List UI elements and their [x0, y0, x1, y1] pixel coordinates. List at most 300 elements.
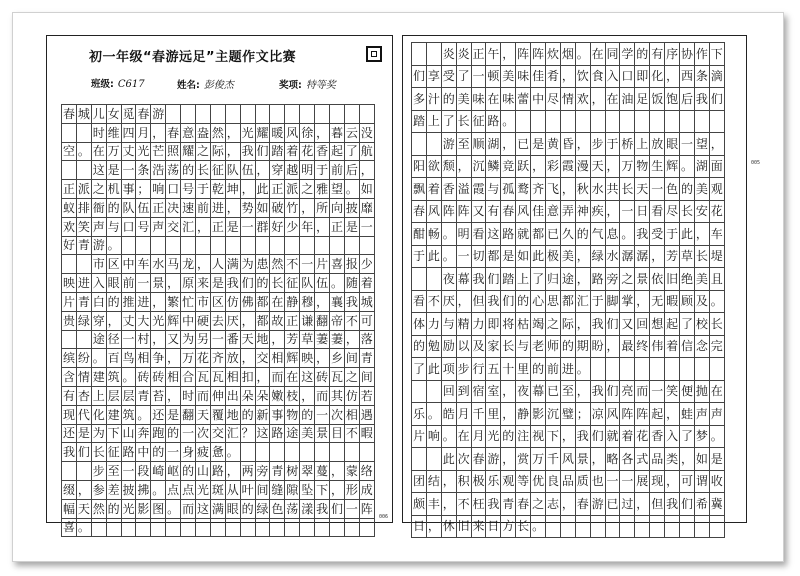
grid-cell: 在: [271, 294, 284, 309]
grid-cell: ，: [561, 426, 576, 448]
grid-cell: 看: [412, 291, 427, 313]
grid-cell: 又: [620, 313, 635, 335]
grid-cell: 序: [665, 43, 680, 65]
grid-cell: 共: [606, 178, 621, 200]
grid-cell: 相: [137, 351, 150, 366]
grid-cell: [300, 105, 315, 123]
grid-cell: ，: [316, 294, 329, 309]
grid-cell: 丈: [122, 144, 135, 159]
grid-cell: 一: [650, 381, 665, 403]
grid-cell: 是: [531, 133, 546, 155]
grid-cell: ，: [665, 471, 680, 493]
grid-cell: [136, 237, 151, 255]
grid-cell: 颓: [442, 156, 457, 178]
grid-cell: 一: [360, 219, 373, 234]
grid-cell: 进: [211, 200, 224, 215]
grid-cell: 声: [710, 403, 725, 425]
grid-cell: 勉: [427, 336, 442, 358]
grid-cell: [330, 237, 345, 255]
grid-cell: [606, 516, 621, 538]
page-number: 006: [378, 514, 388, 520]
grid-cell: 春: [576, 493, 591, 515]
grid-cell: 有: [650, 43, 665, 65]
grid-cell: 后: [680, 88, 695, 110]
grid-cell: 我: [591, 381, 606, 403]
grid-cell: 出: [226, 388, 239, 403]
grid-cell: 及: [695, 291, 710, 313]
grid-cell: 万: [107, 144, 120, 159]
grid-cell: 片: [412, 426, 427, 448]
grid-cell: [181, 237, 196, 255]
grid-cell: [241, 105, 256, 123]
grid-cell: ，: [152, 332, 165, 347]
grid-cell: 十: [501, 358, 516, 380]
grid-row: [62, 160, 375, 179]
grid-cell: [62, 462, 77, 480]
grid-cell: ，: [710, 133, 725, 155]
grid-cell: 破: [271, 200, 284, 215]
grid-cell: 城: [360, 294, 373, 309]
grid-cell: 谦: [301, 313, 314, 328]
grid-cell: 此: [442, 448, 457, 470]
grid-cell: 然: [211, 125, 224, 140]
grid-cell: 就: [516, 223, 531, 245]
grid-cell: [620, 516, 635, 538]
grid-cell: 优: [531, 471, 546, 493]
grid-cell: 飘: [412, 178, 427, 200]
grid-cell: 号: [182, 182, 195, 197]
writing-grid-right: [411, 42, 725, 538]
grid-cell: 视: [531, 426, 546, 448]
grid-cell: 岖: [167, 464, 180, 479]
grid-cell: 光: [241, 125, 254, 140]
grid-cell: ，: [501, 403, 516, 425]
grid-row: [62, 292, 375, 311]
grid-cell: 所: [316, 200, 329, 215]
grid-cell: 绿: [77, 313, 90, 328]
grid-cell: 时: [182, 388, 195, 403]
grid-cell: 景: [576, 448, 591, 470]
grid-cell: ，: [226, 125, 239, 140]
grid-cell: 步: [92, 464, 105, 479]
grid-cell: 竹: [286, 200, 299, 215]
grid-cell: 春: [167, 125, 180, 140]
grid-row: [412, 290, 725, 313]
grid-cell: 的: [182, 163, 195, 178]
grid-cell: 受: [650, 223, 665, 245]
grid-row: [412, 87, 725, 110]
award-value: 特等奖: [305, 80, 336, 91]
grid-cell: ，: [427, 516, 442, 538]
grid-cell: 炎: [457, 43, 472, 65]
grid-cell: [151, 519, 166, 537]
grid-cell: 将: [501, 313, 516, 335]
grid-cell: [665, 516, 680, 538]
grid-cell: 筑: [122, 407, 135, 422]
grid-cell: 前: [330, 163, 343, 178]
grid-cell: ，: [650, 246, 665, 268]
grid-cell: 一: [316, 407, 329, 422]
grid-cell: [345, 237, 360, 255]
grid-cell: 了: [457, 66, 472, 88]
grid-cell: 势: [241, 200, 254, 215]
grid-cell: 我: [695, 88, 710, 110]
grid-cell: 排: [77, 200, 90, 215]
grid-cell: [196, 237, 211, 255]
grid-cell: 惫: [211, 445, 224, 460]
grid-cell: [412, 43, 427, 65]
grid-cell: 不: [457, 493, 472, 515]
grid-cell: 协: [680, 43, 695, 65]
grid-cell: 声: [695, 403, 710, 425]
grid-cell: 径: [107, 332, 120, 347]
grid-cell: [226, 519, 241, 537]
grid-cell: 了: [412, 358, 427, 380]
grid-cell: 枉: [472, 493, 487, 515]
grid-cell: 月: [457, 403, 472, 425]
grid-cell: 竭: [531, 313, 546, 335]
grid-cell: [285, 519, 300, 537]
grid-cell: 。: [226, 445, 239, 460]
grid-cell: 眼: [226, 501, 239, 516]
grid-cell: 沉: [546, 403, 561, 425]
grid-cell: 千: [472, 403, 487, 425]
grid-cell: 。: [531, 516, 546, 538]
grid-cell: 鸟: [122, 351, 135, 366]
grid-cell: 暇: [360, 426, 373, 441]
grid-cell: 缀: [62, 482, 75, 497]
grid-cell: 游: [92, 238, 105, 253]
grid-cell: ，: [576, 381, 591, 403]
grid-cell: [270, 105, 285, 123]
grid-cell: 们: [501, 291, 516, 313]
grid-cell: 掌: [620, 291, 635, 313]
grid-row: [62, 424, 375, 443]
grid-cell: 天: [241, 332, 254, 347]
grid-cell: 极: [472, 471, 487, 493]
grid-cell: 空: [62, 144, 75, 159]
grid-cell: 们: [606, 381, 621, 403]
grid-cell: [412, 448, 427, 470]
grid-cell: 映: [301, 351, 314, 366]
grid-cell: ，: [576, 313, 591, 335]
grid-cell: 隙: [286, 482, 299, 497]
grid-cell: 我: [486, 493, 501, 515]
grid-cell: 蒙: [345, 464, 358, 479]
grid-cell: 番: [226, 332, 239, 347]
grid-cell: 长: [516, 516, 531, 538]
grid-cell: 色: [271, 501, 284, 516]
grid-cell: 是: [167, 407, 180, 422]
grid-cell: 赏: [516, 448, 531, 470]
grid-cell: 们: [486, 268, 501, 290]
grid-cell: 段: [137, 464, 150, 479]
grid-cell: 。: [77, 520, 90, 535]
grid-cell: 条: [695, 66, 710, 88]
grid-cell: [412, 268, 427, 290]
grid-cell: 天: [591, 156, 606, 178]
grid-cell: 息: [606, 223, 621, 245]
grid-cell: 此: [680, 223, 695, 245]
grid-cell: 顺: [472, 133, 487, 155]
grid-cell: ，: [561, 178, 576, 200]
grid-cell: 溢: [457, 178, 472, 200]
grid-cell: 不: [427, 291, 442, 313]
grid-cell: 。: [77, 144, 90, 159]
grid-cell: [241, 237, 256, 255]
grid-cell: 思: [546, 291, 561, 313]
grid-cell: 。: [576, 358, 591, 380]
grid-cell: 着: [620, 426, 635, 448]
grid-cell: 是: [211, 276, 224, 291]
grid-cell: 女: [107, 106, 120, 121]
grid-cell: 在: [92, 144, 105, 159]
grid-row: [412, 267, 725, 290]
grid-cell: 们: [710, 88, 725, 110]
grid-cell: ，: [226, 200, 239, 215]
grid-cell: 在: [457, 426, 472, 448]
grid-cell: 气: [591, 223, 606, 245]
grid-cell: 。: [576, 43, 591, 65]
grid-cell: ，: [330, 482, 343, 497]
grid-cell: 色: [665, 178, 680, 200]
grid-cell: 阵: [457, 201, 472, 223]
grid-cell: 学: [620, 43, 635, 65]
grid-cell: 希: [695, 493, 710, 515]
name-value: 彭俊杰: [203, 80, 234, 91]
grid-cell: 弄: [561, 201, 576, 223]
grid-cell: 区: [211, 294, 224, 309]
grid-cell: 春: [472, 448, 487, 470]
left-essay-page: [46, 35, 393, 535]
grid-cell: [270, 237, 285, 255]
grid-cell: 至: [457, 133, 472, 155]
grid-cell: 。: [330, 276, 343, 291]
grid-cell: 在: [606, 88, 621, 110]
grid-cell: 患: [256, 257, 269, 272]
grid-cell: 美: [561, 246, 576, 268]
grid-cell: 飞: [546, 178, 561, 200]
grid-cell: 旧: [665, 268, 680, 290]
grid-row: [62, 236, 375, 255]
grid-cell: 市: [92, 257, 105, 272]
grid-cell: 争: [152, 351, 165, 366]
grid-cell: 。: [167, 501, 180, 516]
grid-cell: [561, 516, 576, 538]
grid-cell: [226, 105, 241, 123]
grid-cell: 春: [62, 106, 75, 121]
grid-cell: 游: [442, 133, 457, 155]
grid-cell: 满: [211, 501, 224, 516]
grid-cell: [166, 237, 181, 255]
grid-cell: 疾: [591, 201, 606, 223]
grid-cell: [166, 105, 181, 123]
grid-cell: ，: [606, 156, 621, 178]
grid-cell: 。: [442, 223, 457, 245]
grid-cell: [196, 519, 211, 537]
grid-cell: 。: [680, 156, 695, 178]
grid-cell: 切: [472, 246, 487, 268]
grid-cell: 于: [196, 182, 209, 197]
grid-cell: ，: [330, 464, 343, 479]
grid-cell: 亮: [620, 381, 635, 403]
grid-row: [62, 499, 375, 518]
grid-row: [412, 492, 725, 515]
grid-cell: 食: [591, 66, 606, 88]
grid-cell: 合: [182, 370, 195, 385]
grid-cell: 觅: [122, 106, 135, 121]
grid-cell: 来: [196, 276, 209, 291]
grid-cell: 时: [92, 125, 105, 140]
grid-cell: 下: [107, 426, 120, 441]
grid-cell: 贵: [62, 313, 75, 328]
grid-cell: 于: [412, 246, 427, 268]
grid-cell: 新: [256, 407, 269, 422]
grid-cell: 与: [442, 313, 457, 335]
grid-cell: 旧: [457, 516, 472, 538]
grid-cell: 即: [635, 66, 650, 88]
grid-cell: 故: [271, 313, 284, 328]
grid-cell: 一: [680, 133, 695, 155]
grid-cell: 还: [152, 407, 165, 422]
grid-cell: 光: [196, 482, 209, 497]
grid-cell: 上: [92, 388, 105, 403]
grid-cell: 一: [137, 276, 150, 291]
grid-cell: 这: [196, 501, 209, 516]
grid-cell: 响: [152, 182, 165, 197]
grid-cell: 一: [301, 257, 314, 272]
grid-cell: 观: [501, 471, 516, 493]
grid-cell: ，: [591, 88, 606, 110]
grid-cell: 的: [241, 407, 254, 422]
grid-cell: [241, 443, 256, 461]
grid-cell: [427, 381, 442, 403]
grid-cell: 与: [486, 178, 501, 200]
grid-cell: 地: [256, 332, 269, 347]
grid-cell: [285, 443, 300, 461]
grid-cell: [62, 124, 77, 142]
grid-cell: 伸: [211, 388, 224, 403]
grid-cell: 一: [167, 445, 180, 460]
grid-cell: 放: [226, 351, 239, 366]
grid-cell: 在: [486, 88, 501, 110]
grid-cell: 山: [122, 426, 135, 441]
grid-cell: 漫: [576, 156, 591, 178]
grid-cell: 湖: [486, 133, 501, 155]
grid-cell: 丰: [427, 493, 442, 515]
grid-row: [412, 380, 725, 403]
grid-cell: ，: [442, 471, 457, 493]
grid-cell: 步: [457, 358, 472, 380]
grid-cell: 香: [650, 426, 665, 448]
grid-cell: ，: [457, 291, 472, 313]
grid-cell: 而: [271, 370, 284, 385]
grid-cell: 。: [137, 407, 150, 422]
grid-cell: 作: [695, 43, 710, 65]
grid-cell: ，: [680, 448, 695, 470]
grid-cell: 形: [345, 482, 358, 497]
grid-cell: 明: [301, 163, 314, 178]
grid-row: [412, 155, 725, 178]
grid-cell: 的: [182, 464, 195, 479]
grid-cell: 已: [606, 493, 621, 515]
grid-cell: 。: [442, 426, 457, 448]
grid-cell: 长: [92, 445, 105, 460]
grid-cell: 这: [92, 163, 105, 178]
grid-cell: 如: [360, 182, 373, 197]
grid-cell: 可: [680, 471, 695, 493]
grid-cell: 这: [486, 223, 501, 245]
grid-cell: 瓦: [211, 370, 224, 385]
grid-cell: 。: [710, 426, 725, 448]
grid-cell: 在: [286, 370, 299, 385]
grid-cell: ，: [196, 257, 209, 272]
grid-cell: 笑: [77, 219, 90, 234]
grid-cell: 至: [107, 464, 120, 479]
grid-cell: 是: [710, 448, 725, 470]
grid-cell: 着: [427, 178, 442, 200]
grid-cell: 我: [316, 501, 329, 516]
grid-cell: 归: [546, 268, 561, 290]
grid-cell: 是: [501, 246, 516, 268]
grid-cell: 的: [561, 336, 576, 358]
grid-cell: 蕾: [516, 88, 531, 110]
grid-cell: 杏: [77, 388, 90, 403]
grid-cell: 穿: [271, 163, 284, 178]
grid-cell: 最: [620, 336, 635, 358]
grid-cell: ，: [561, 493, 576, 515]
grid-cell: 阵: [516, 43, 531, 65]
grid-cell: 树: [286, 464, 299, 479]
grid-cell: 大: [137, 313, 150, 328]
grid-cell: 草: [301, 332, 314, 347]
grid-cell: 路: [271, 426, 284, 441]
grid-cell: 喜: [330, 257, 343, 272]
grid-row: [62, 518, 375, 538]
grid-cell: 景: [316, 426, 329, 441]
grid-cell: 伍: [241, 163, 254, 178]
grid-cell: 万: [182, 351, 195, 366]
grid-cell: 于: [591, 291, 606, 313]
grid-cell: 游: [591, 493, 606, 515]
grid-cell: 乐: [412, 403, 427, 425]
grid-cell: 暖: [271, 125, 284, 140]
grid-cell: 面: [710, 156, 725, 178]
grid-cell: 进: [561, 358, 576, 380]
grid-cell: 我: [635, 223, 650, 245]
grid-cell: 声: [92, 219, 105, 234]
grid-cell: 又: [472, 201, 487, 223]
grid-cell: 一: [241, 219, 254, 234]
grid-cell: 相: [345, 407, 358, 422]
grid-cell: 化: [650, 66, 665, 88]
grid-cell: 良: [546, 471, 561, 493]
grid-cell: 伍: [316, 276, 329, 291]
grid-cell: 丈: [122, 313, 135, 328]
grid-cell: [270, 443, 285, 461]
grid-cell: ，: [167, 351, 180, 366]
grid-cell: 漾: [301, 501, 314, 516]
grid-cell: 事: [122, 182, 135, 197]
grid-cell: ，: [531, 156, 546, 178]
grid-cell: [427, 43, 442, 65]
grid-cell: 回: [635, 313, 650, 335]
grid-cell: 佛: [241, 294, 254, 309]
grid-cell: 筑: [107, 370, 120, 385]
right-essay-page: [402, 35, 760, 534]
grid-row: [62, 254, 375, 273]
grid-cell: 起: [665, 313, 680, 335]
